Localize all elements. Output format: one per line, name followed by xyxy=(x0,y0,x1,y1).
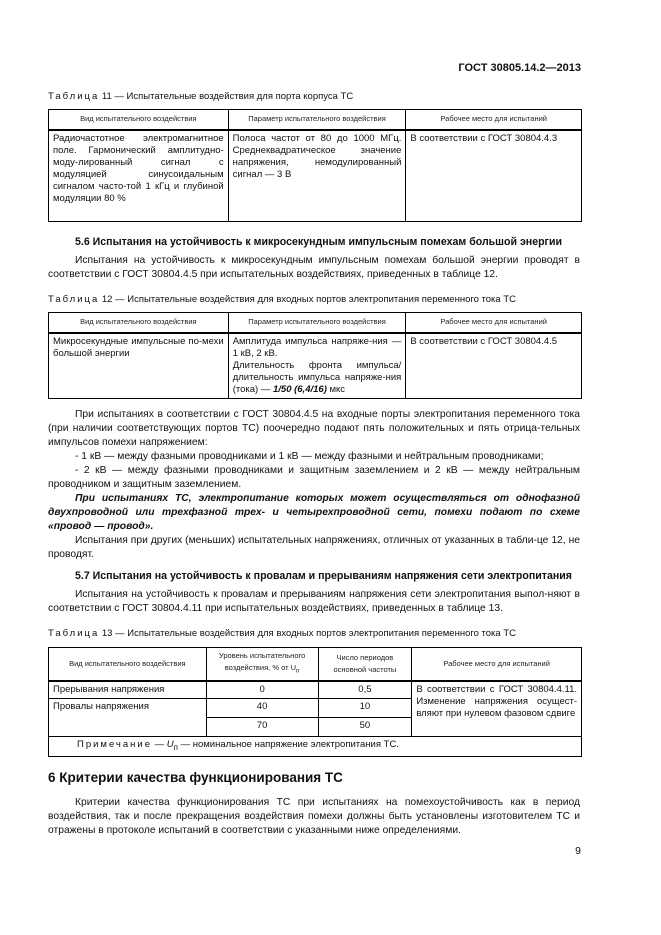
table13-header-periods: Число периодов основной частоты xyxy=(318,648,412,681)
section-6-text: Критерии качества функционирования ТС при испытаниях на помехоустойчивость как в период воздействия, так и после прекращения воздействия помехи должны быть установлены изготовителем ТС и отражены в протоколе испытаний в соответствии с указанными ниже определениями. xyxy=(48,797,580,836)
table12-param-duration: Длительность фронта импульса/ длительность импульса напряже-ния (тока) — 1/50 (6,4/16) мкс xyxy=(232,359,402,395)
table11-caption: Таблица 11 — Испытательные воздействия для порта корпуса ТС xyxy=(48,91,354,102)
table12-header-param: Параметр испытательного воздействия xyxy=(228,313,406,333)
para-2kv: - 2 кВ — между фазными проводниками и защитным заземлением и 2 кВ — между нейтральным проводником и защитным заземлением. xyxy=(48,465,580,490)
table11-cell-param: Полоса частот от 80 до 1000 МГц. Среднеквадратическое значение напряжения, немодулированный сигнал — 3 В xyxy=(228,130,406,222)
section-5-7-text: Испытания на устойчивость к провалам и прерываниям напряжения сети электропитания выпол-няют в соответствии с ГОСТ 30804.4.11 при испытательных воздействиях, приведенных в таблице 13. xyxy=(48,589,580,614)
table11-header-param: Параметр испытательного воздействия xyxy=(228,110,406,130)
section-6-title: 6 Критерии качества функционирования ТС xyxy=(48,770,343,785)
table13-header-kind: Вид испытательного воздействия xyxy=(49,648,207,681)
table12-header-workplace: Рабочее место для испытаний xyxy=(406,313,582,333)
table11-cell-kind: Радиочастотное электромагнитное поле. Гармонический амплитудно-моду-лированный сигнал с модуляцией синусоидальным сигналом часто-той 1 кГц и глубиной модуляции 80 % xyxy=(49,130,229,222)
table-row xyxy=(49,681,582,699)
table13-kind: Прерывания напряжения xyxy=(49,681,207,699)
para-wiring: При испытаниях ТС, электропитание которых может осуществляться от однофазной двухпроводной или трехфазной трех- и четырехпроводной сети, помехи подают по схеме «провод — провод». xyxy=(48,493,580,532)
table11-header-kind: Вид испытательного воздействия xyxy=(49,110,229,130)
table13-level: 40 xyxy=(206,699,318,718)
table13-periods: 50 xyxy=(318,718,412,737)
table12 xyxy=(48,312,582,399)
section-5-6-details xyxy=(48,408,580,562)
section-5-6-title: 5.6 Испытания на устойчивость к микросекундным импульсным помехам большой энергии xyxy=(75,236,562,248)
table13-level: 70 xyxy=(206,718,318,737)
table12-cell-workplace: В соответствии с ГОСТ 30804.4.5 xyxy=(406,333,582,399)
table13-kind: Провалы напряжения xyxy=(49,699,207,737)
table12-caption: Таблица 12 — Испытательные воздействия для входных портов электропитания переменного тока ТС xyxy=(48,294,517,305)
section-5-6-text: Испытания на устойчивость к микросекундным импульсным помехам большой энергии проводят в соответствии с ГОСТ 30804.4.5 при испытательных воздействиях, приведенных в таблице 12. xyxy=(48,255,580,280)
para-other-voltages: Испытания при других (меньших) испытательных напряжениях, отличных от указанных в табли-це 12, не проводят. xyxy=(48,535,580,560)
table13-level: 0 xyxy=(206,681,318,699)
table13-periods: 0,5 xyxy=(318,681,412,699)
table13-workplace: В соответствии с ГОСТ 30804.4.11. Изменение напряжения осущест-вляют при нулевом фазовом сдвиге xyxy=(412,681,582,737)
table13-caption: Таблица 13 — Испытательные воздействия для входных портов электропитания переменного тока ТС xyxy=(48,628,517,639)
table12-cell-kind: Микросекундные импульсные по-мехи большой энергии xyxy=(49,333,229,399)
table13-header-workplace: Рабочее место для испытаний xyxy=(412,648,582,681)
para-1kv: - 1 кВ — между фазными проводниками и 1 кВ — между фазными и нейтральным проводниками; xyxy=(75,451,544,462)
table12-param-amplitude: Амплитуда импульса напряже-ния — 1 кВ, 2 кВ. xyxy=(232,335,402,359)
table11 xyxy=(48,109,582,222)
table13-periods: 10 xyxy=(318,699,412,718)
table12-cell-param xyxy=(228,333,406,399)
table11-header-workplace: Рабочее место для испытаний xyxy=(406,110,582,130)
table13-note: Примечание — $U_п$ — номинальное напряжение электропитания ТС. xyxy=(49,737,582,757)
section-5-7-title: 5.7 Испытания на устойчивость к провалам и прерываниям напряжения сети электропитания xyxy=(75,570,572,582)
para-impulses: При испытаниях в соответствии с ГОСТ 30804.4.5 на входные порты электропитания переменного тока (при наличии соответствующих портов ТС) поочередно подают пять положительных и пять отрица-тельных импульсов помехи напряжением: xyxy=(48,409,580,448)
table13-header-level: Уровень испытательного воздействия, % от $U_п$ xyxy=(206,648,318,681)
table13 xyxy=(48,647,582,757)
table12-header-kind: Вид испытательного воздействия xyxy=(49,313,229,333)
table11-cell-workplace: В соответствии с ГОСТ 30804.4.3 xyxy=(406,130,582,222)
document-header: ГОСТ 30805.14.2—2013 xyxy=(458,62,581,74)
page-number: 9 xyxy=(575,845,581,857)
